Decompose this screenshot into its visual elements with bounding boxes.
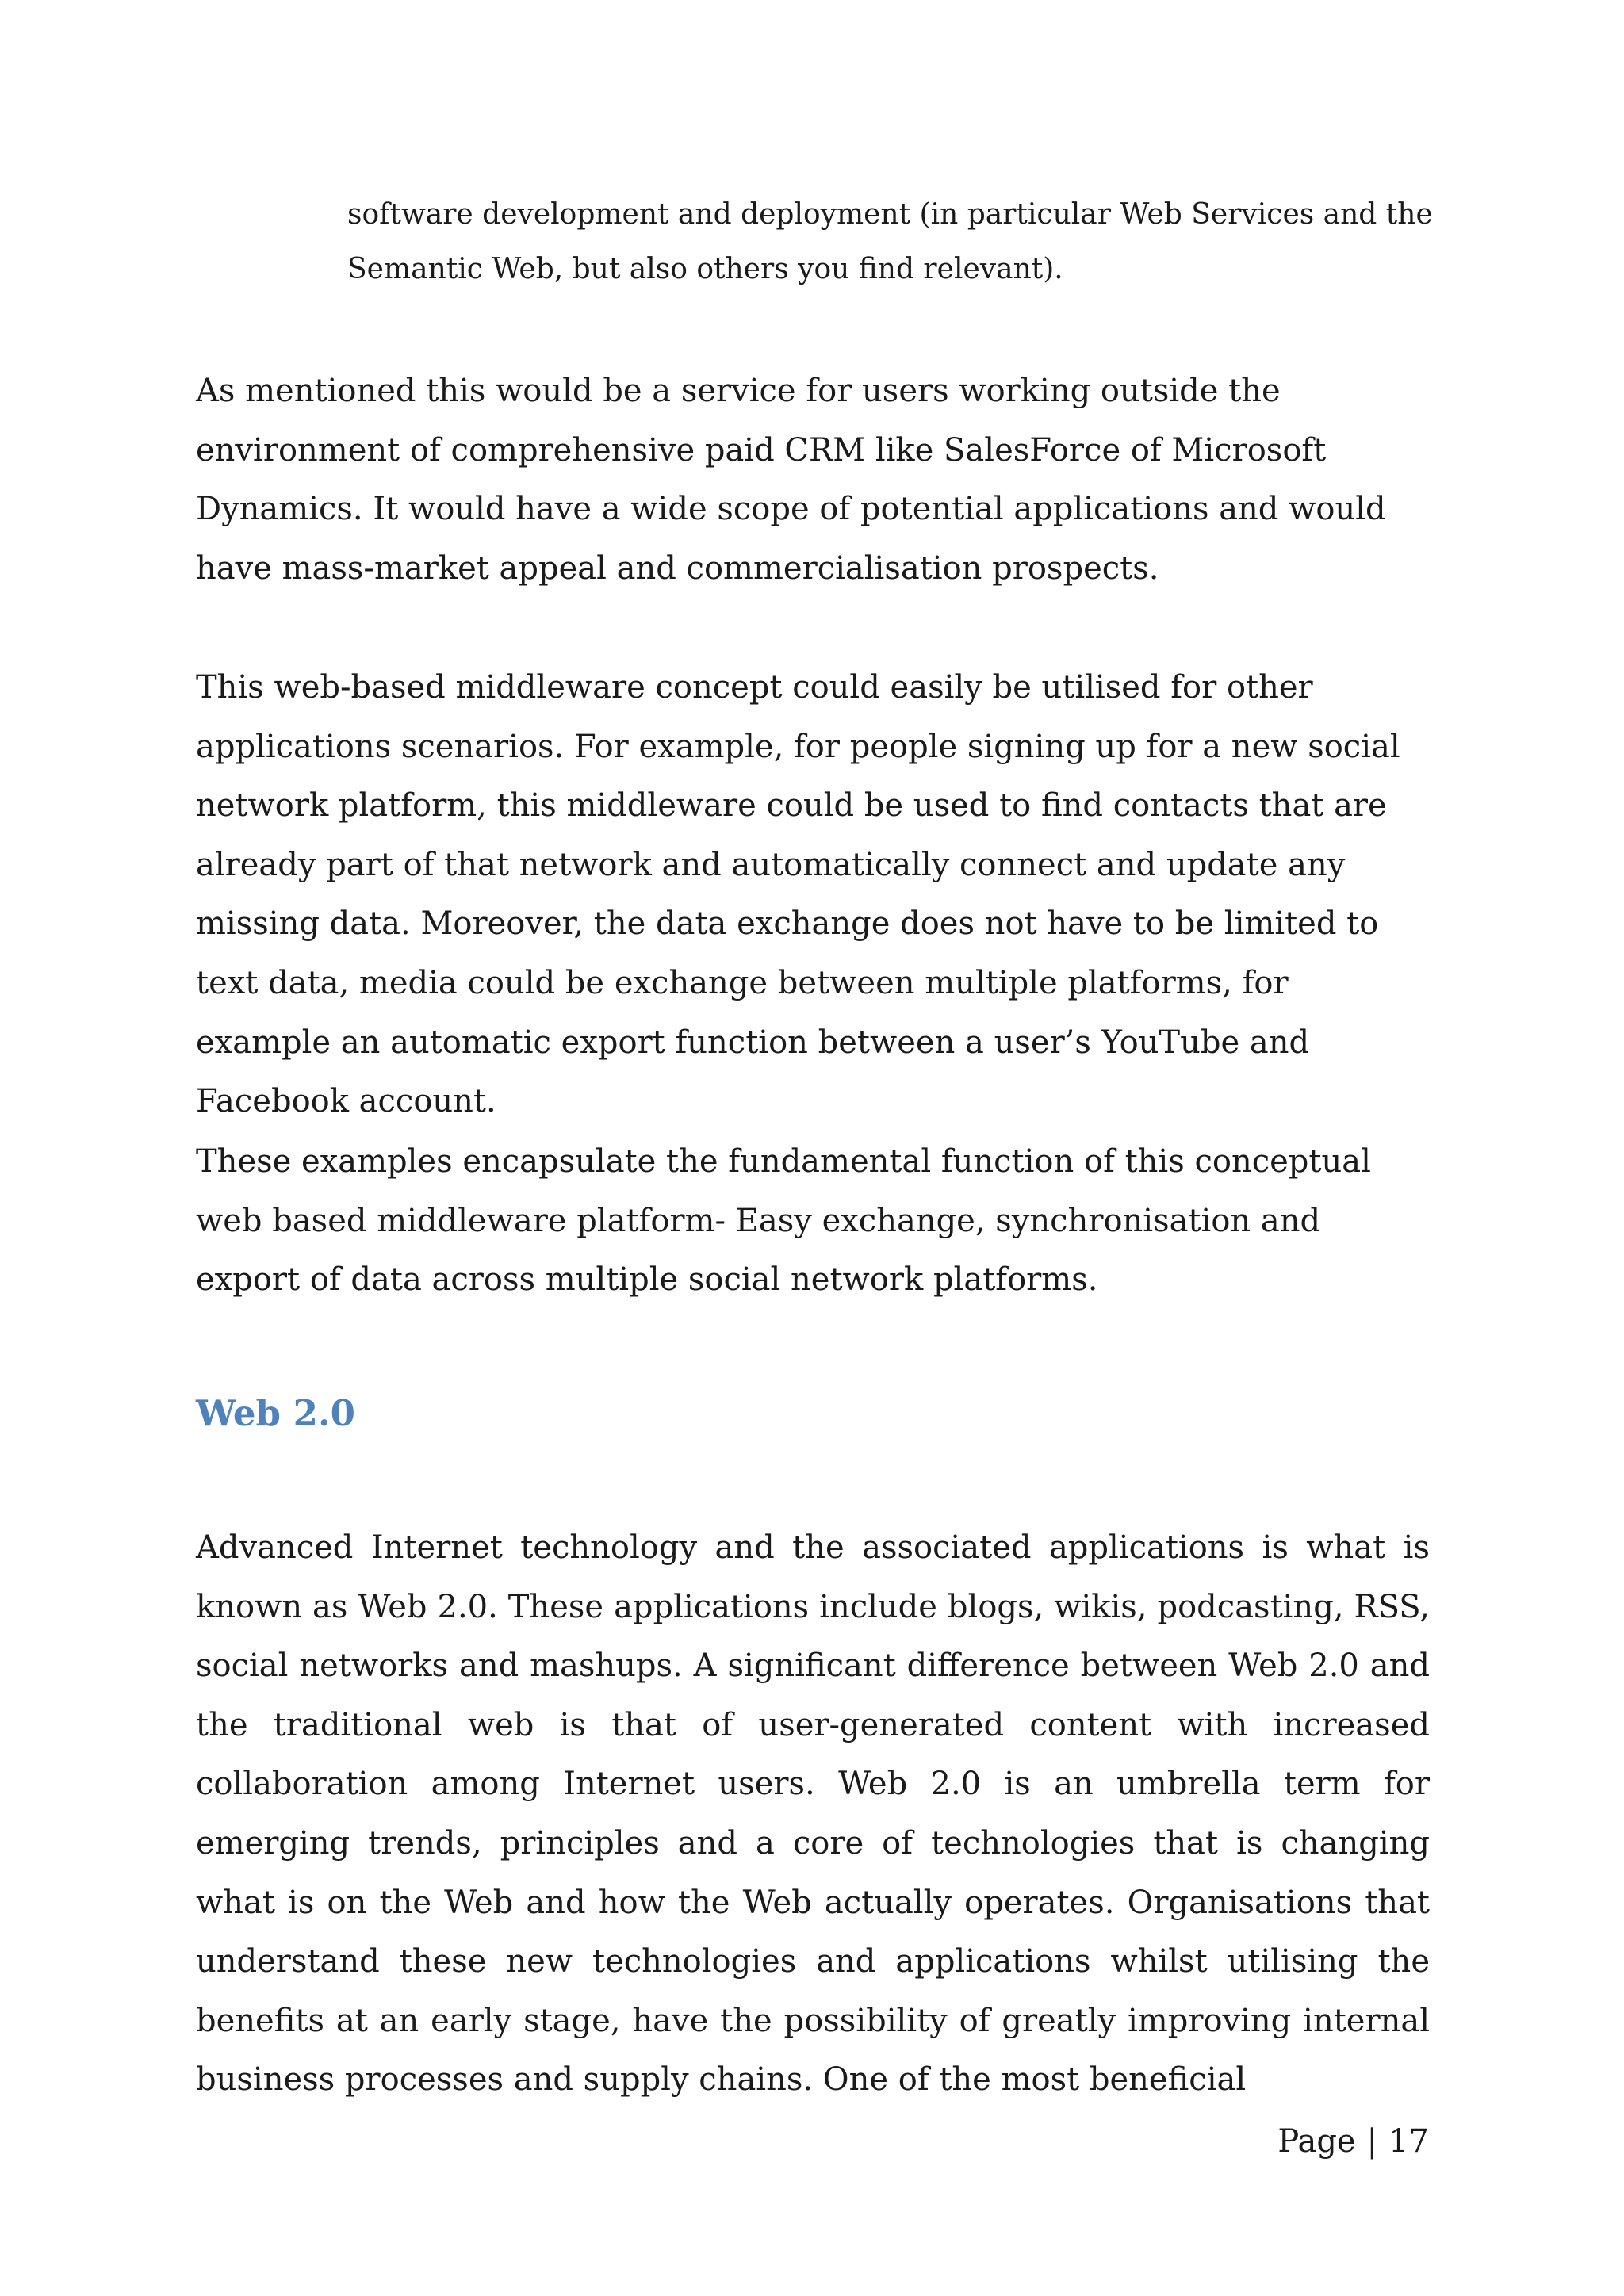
paragraph-examples-summary: These examples encapsulate the fundamental function of this conceptual web based middleware platform- Easy exchange, synchronisation and export of data across multiple social network platforms. [196,1143,1371,1299]
page-number: 17 [1388,2123,1429,2160]
page-separator: | [1366,2123,1378,2160]
page-footer [1277,2112,1429,2171]
section-heading-web-2-0: Web 2.0 [196,1392,355,1434]
paragraph-crm-service: As mentioned this would be a service for users working outside the environment of comprehensive paid CRM like SalesForce of Microsoft Dynamics. It would have a wide scope of potential applications and would have mass-market appeal and commercialisation prospects. [196,373,1386,587]
paragraph-middleware-scenarios: This web-based middleware concept could easily be utilised for other applications scenarios. For example, for people signing up for a new social network platform, this middleware could be used to find contacts that are already part of that network and automatically connect and update any missing data. Moreover, the data exchange does not have to be limited to text data, media could be exchange between multiple platforms, for example an automatic export function between a user’s YouTube and Facebook account. [196,669,1400,1120]
page-label: Page [1277,2123,1356,2160]
list-item-continuation: software development and deployment (in particular Web Services and the Semantic Web, but also others you find relevant). [347,198,1433,285]
paragraph-web-2-0: Advanced Internet technology and the associated applications is what is known as Web 2.0. These applications include blogs, wikis, podcasting, RSS, social networks and mashups. A significant difference between Web 2.0 and the traditional web is that of user-generated content with increased collaboration among Internet users. Web 2.0 is an umbrella term for emerging trends, principles and a core of technologies that is changing what is on the Web and how the Web actually operates. Organisations that understand these new technologies and applications whilst utilising the benefits at an early stage, have the possibility of greatly improving internal business processes and supply chains. One of the most beneficial [196,1529,1430,2099]
